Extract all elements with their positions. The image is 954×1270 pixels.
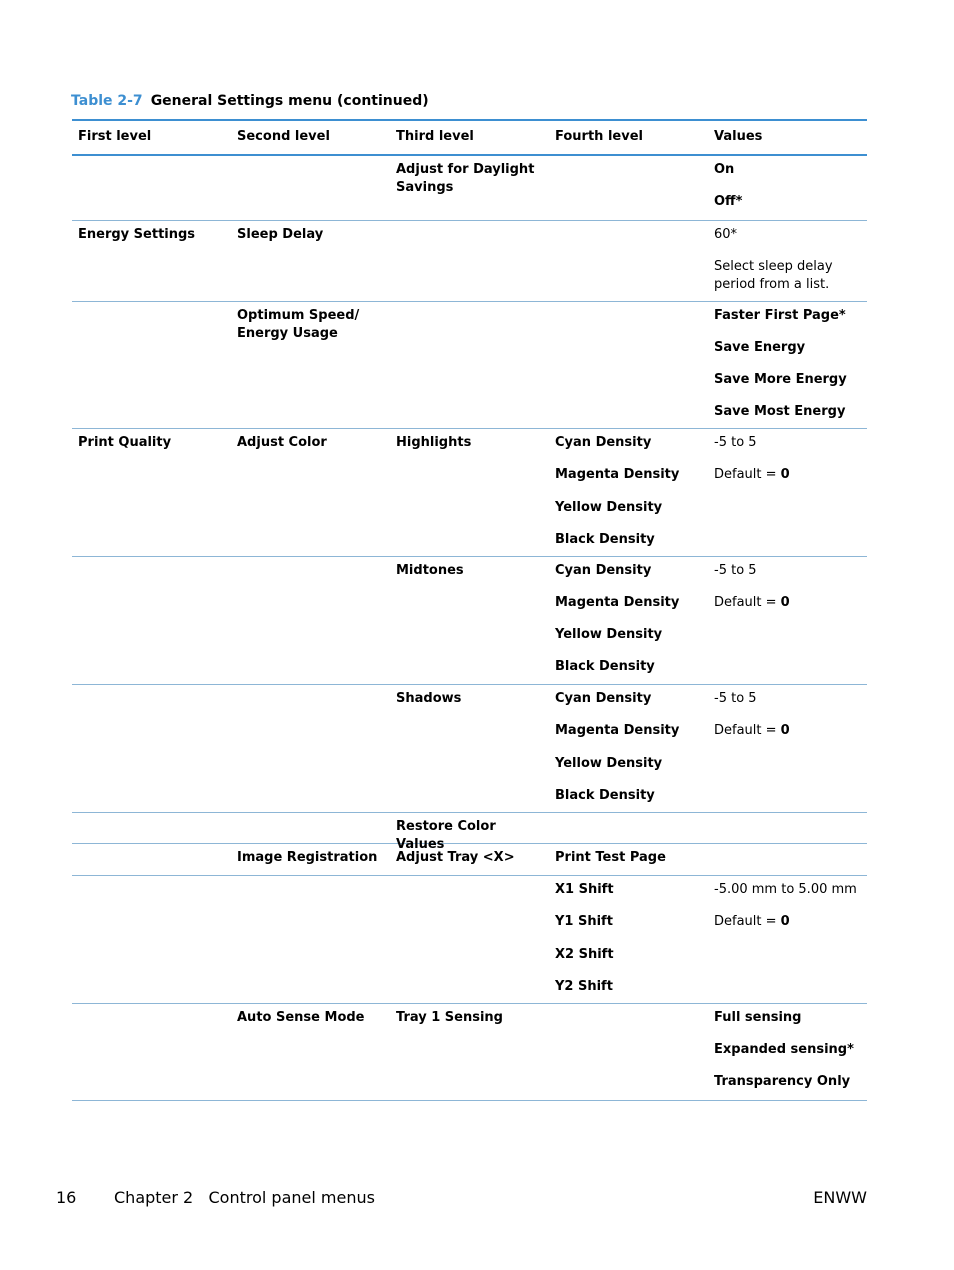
table-title: General Settings menu (continued) — [150, 93, 429, 109]
fourth-level-item: Magenta Density — [555, 723, 680, 738]
default-value: 0 — [780, 595, 790, 610]
fourth-level-item: Yellow Density — [555, 627, 663, 642]
fourth-level-item: Yellow Density — [555, 756, 663, 771]
default-value: 0 — [780, 914, 790, 929]
value-item: 60* — [714, 227, 738, 242]
cell-first-level: Energy Settings — [78, 227, 196, 242]
fourth-level-item: Y1 Shift — [555, 914, 613, 929]
cell-third-level: Tray 1 Sensing — [396, 1010, 503, 1025]
fourth-level-item: Black Density — [555, 532, 655, 547]
value-range: -5.00 mm to 5.00 mm — [714, 882, 857, 897]
table-row-autosense — [72, 1004, 867, 1101]
page-number: 16 — [56, 1188, 77, 1207]
value-item: Save Most Energy — [714, 404, 846, 419]
fourth-level-item: Yellow Density — [555, 500, 663, 515]
cell-second-level: Auto Sense Mode — [237, 1010, 365, 1025]
header-second-level: Second level — [237, 129, 330, 144]
value-default — [714, 466, 790, 484]
fourth-level-item: Magenta Density — [555, 467, 680, 482]
table-header-row — [72, 121, 867, 156]
cell-first-level: Print Quality — [78, 435, 172, 450]
footer-right-label: ENWW — [813, 1188, 867, 1207]
cell-third-level: Highlights — [396, 435, 472, 450]
value-item: Full sensing — [714, 1010, 802, 1025]
table-row-shadows — [72, 685, 867, 813]
default-label: Default = — [714, 595, 781, 610]
table-row-daylight — [72, 156, 867, 221]
value-default — [714, 913, 790, 931]
table-row-registration — [72, 844, 867, 876]
default-label: Default = — [714, 914, 781, 929]
fourth-level-item: Cyan Density — [555, 691, 652, 706]
value-item: Transparency Only — [714, 1074, 851, 1089]
value-item: Save More Energy — [714, 372, 847, 387]
cell-third-level: Adjust for Daylight Savings — [396, 162, 535, 195]
value-item: Save Energy — [714, 340, 806, 355]
cell-second-level: Adjust Color — [237, 435, 327, 450]
fourth-level-item: Y2 Shift — [555, 979, 613, 994]
general-settings-table — [72, 119, 867, 1101]
table-row-midtones — [72, 557, 867, 685]
header-third-level: Third level — [396, 129, 474, 144]
default-value: 0 — [780, 467, 790, 482]
fourth-level-item: X2 Shift — [555, 947, 614, 962]
value-default — [714, 594, 790, 612]
value-item: Expanded sensing* — [714, 1042, 854, 1057]
value-description: Select sleep delay period from a list. — [714, 259, 833, 292]
cell-second-level: Image Registration — [237, 850, 378, 865]
table-row-restore — [72, 813, 867, 852]
cell-third-level: Midtones — [396, 563, 464, 578]
fourth-level-item: X1 Shift — [555, 882, 614, 897]
fourth-level-item: Black Density — [555, 788, 655, 803]
header-first-level: First level — [78, 129, 152, 144]
table-row-optimum — [72, 302, 867, 429]
cell-second-level: Sleep Delay — [237, 227, 324, 242]
cell-second-level: Optimum Speed/ Energy Usage — [237, 308, 360, 341]
cell-fourth-level: Print Test Page — [555, 850, 666, 865]
value-range: -5 to 5 — [714, 691, 757, 706]
chapter-title: Chapter 2 Control panel menus — [114, 1188, 375, 1207]
header-fourth-level: Fourth level — [555, 129, 643, 144]
header-values: Values — [714, 129, 763, 144]
fourth-level-item: Cyan Density — [555, 435, 652, 450]
table-number: Table 2-7 — [71, 93, 143, 109]
fourth-level-item: Cyan Density — [555, 563, 652, 578]
fourth-level-item: Magenta Density — [555, 595, 680, 610]
table-row-shifts — [72, 876, 867, 1004]
default-value: 0 — [780, 723, 790, 738]
cell-third-level: Shadows — [396, 691, 462, 706]
fourth-level-item: Black Density — [555, 659, 655, 674]
table-row-energy — [72, 221, 867, 302]
cell-third-level: Adjust Tray <X> — [396, 850, 515, 865]
default-label: Default = — [714, 723, 781, 738]
value-item: On — [714, 162, 735, 177]
value-range: -5 to 5 — [714, 435, 757, 450]
value-range: -5 to 5 — [714, 563, 757, 578]
table-caption — [71, 93, 429, 109]
value-default — [714, 722, 790, 740]
cell-third-level: Restore Color Values — [396, 819, 496, 852]
default-label: Default = — [714, 467, 781, 482]
value-item: Faster First Page* — [714, 308, 846, 323]
value-item: Off* — [714, 194, 743, 209]
table-row-highlights — [72, 429, 867, 557]
